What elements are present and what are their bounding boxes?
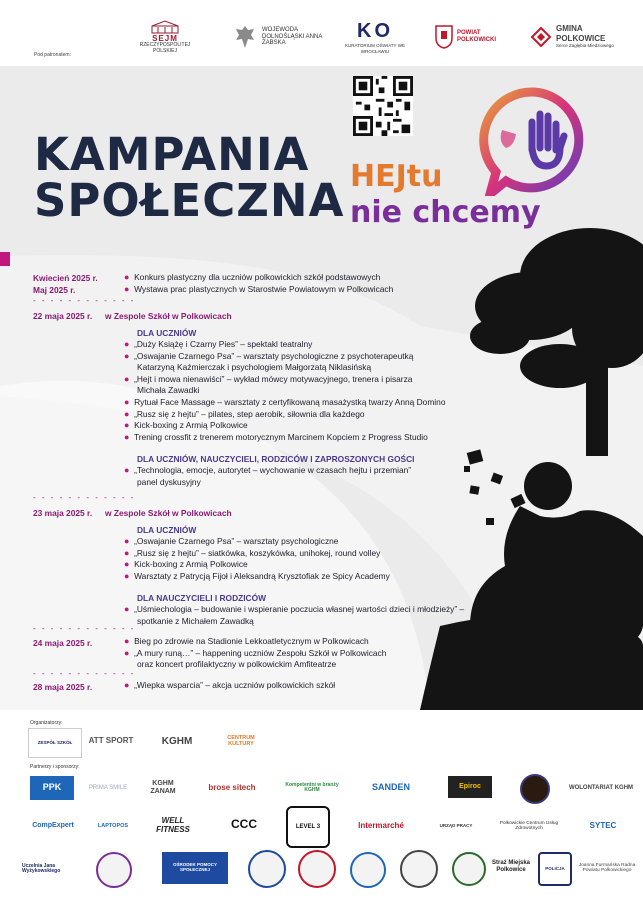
partner-logo-straz-miejska: Straż Miejska Polkowice <box>491 860 531 873</box>
partner-logo-kompetentni: Kompetentni w branży KGHM <box>285 781 339 793</box>
partner-logo-laptopos: LAPTOPOS <box>97 822 129 829</box>
partner-logo-sytec: SYTEC <box>589 820 617 830</box>
partner-logo-badge-6 <box>452 852 486 886</box>
period-dates: Kwiecień 2025 r. Maj 2025 r. <box>33 273 98 295</box>
eagle-emblem-icon <box>234 24 256 50</box>
list-item: ● Konkurs plastyczny dla uczniów polkowickich szkół podstawowych <box>124 272 381 282</box>
partner-logo-ccc: CCC <box>231 817 257 832</box>
partner-logo-well-fitness: WELL FITNESS <box>156 816 190 834</box>
campaign-panel <box>0 66 643 710</box>
partner-logo-wolontariat: WOLONTARIAT KGHM <box>568 784 634 791</box>
day23-teachers-header: DLA NAUCZYCIELI I RODZICÓW <box>137 593 267 603</box>
list-item: ● „Wiepka wsparcia” – akcja uczniów polkowickich szkół <box>124 680 336 690</box>
list-item: ● „Oswajanie Czarnego Psa” – warsztaty psychologiczne <box>124 536 339 546</box>
list-item: ● Rytuał Face Massage – warsztaty z certyfikowaną masażystką twarzy Anną Domino <box>124 396 446 407</box>
partner-logo-radna: Joanna Furmańska Radna Powiatu Polkowickiego <box>578 862 636 873</box>
partner-logo-ppk: PPK <box>30 776 74 800</box>
list-item: ● Warsztaty z Patrycją Fijoł i Aleksandrą Krysztofiak ze Spicy Academy <box>124 570 390 581</box>
partner-logo-sanden: SANDEN <box>371 782 410 793</box>
day23-teachers-list <box>124 604 464 627</box>
patronage-label: Pod patronatem: <box>34 52 71 58</box>
powiat-logo: POWIAT POLKOWICKI <box>432 14 504 60</box>
list-item: Katarzyną Kaźmierczak i psychologiem Małgorzatą Niklasińską <box>137 362 372 373</box>
partners-label: Partnerzy i sponsorzy: <box>30 764 80 770</box>
wojewoda-logo: WOJEWODA DOLNOŚLĄSKI ANNA ŻABSKA <box>224 14 334 60</box>
partner-logo-badge-3 <box>298 850 336 888</box>
day24-list <box>124 636 386 671</box>
list-item: ● Kick-boxing z Armią Polkowice <box>124 559 248 570</box>
list-item: ● „Oswajanie Czarnego Psa” – warsztaty psychologiczne z psychoterapeutką <box>124 350 414 361</box>
day28-list <box>124 680 335 692</box>
partner-logo-badge-4 <box>350 852 386 888</box>
list-item: ● „Uśmiechologia – budowanie i wspieranie poczucia własnej wartości dzieci i młodzieży” – <box>124 604 465 614</box>
slogan-hejtu: HEJtu <box>350 159 443 194</box>
partner-logo-emblem <box>520 774 550 804</box>
partner-logo-epiroc: Epiroc <box>448 776 492 798</box>
partner-logo-pcuz: Polkowickie Centrum Usług Zdrowotnych <box>499 820 559 831</box>
organizer-logo-school: ZESPÓŁ SZKÓŁ <box>28 728 82 758</box>
patronage-strip <box>0 0 643 66</box>
divider: - - - - - - - - - - - - <box>33 296 136 305</box>
list-item: ● Wystawa prac plastycznych w Starostwie Powiatowym w Polkowicach <box>124 283 394 294</box>
day22-students-header: DLA UCZNIÓW <box>137 328 197 338</box>
kuratorium-logo: KO KURATORIUM OŚWIATY WE WROCŁAWIU <box>345 20 405 54</box>
list-item: ● „A mury runą…” – happening uczniów Zespołu Szkół w Polkowicach <box>124 647 387 658</box>
accent-tab <box>0 252 10 266</box>
partner-logo-urzad-pracy: URZĄD PRACY <box>439 822 473 828</box>
partner-logo-compexpert: CompExpert <box>32 822 74 830</box>
day22-date: 22 maja 2025 r. <box>33 311 93 321</box>
day23-place: w Zespole Szkół w Polkowicach <box>105 508 232 518</box>
stop-hand-icon <box>476 86 596 196</box>
partner-logo-badge-5 <box>400 850 438 888</box>
organizer-logo-att-sport: ATT SPORT <box>88 735 134 745</box>
sejm-logo: SEJM RZECZYPOSPOLITEJ POLSKIEJ <box>132 14 198 60</box>
partner-logo-uczelnia: Uczelnia Jana Wyżykowskiego <box>22 862 61 874</box>
list-item: ● „Technologia, emocje, autorytet – wychowanie w czasach hejtu i przemian” <box>124 465 412 475</box>
divider: - - - - - - - - - - - - <box>33 493 136 502</box>
day23-students-header: DLA UCZNIÓW <box>137 525 197 535</box>
day28-date: 28 maja 2025 r. <box>33 682 93 692</box>
gmina-emblem-icon <box>530 26 552 48</box>
partner-logo-prima-smile: PRIMA SMILE <box>88 784 128 791</box>
divider: - - - - - - - - - - - - <box>33 669 136 678</box>
list-item: ● „Hejt i mowa nienawiści” – wykład mówcy motywacyjnego, trenera i pisarza <box>124 373 413 384</box>
organizer-logo-kghm: KGHM <box>161 735 193 747</box>
day23-date: 23 maja 2025 r. <box>33 508 93 518</box>
day22-mixed-list <box>124 465 411 488</box>
day23-students-list <box>124 536 390 582</box>
period1-list <box>124 272 393 295</box>
title-kampania: KAMPANIA <box>34 128 310 181</box>
list-item: oraz koncert profilaktyczny w polkowickim Amfiteatrze <box>137 659 337 670</box>
day22-mixed-header: DLA UCZNIÓW, NAUCZYCIELI, RODZICÓW I ZAPROSZONYCH GOŚCI <box>137 454 415 464</box>
partner-logo-policja: POLICJA <box>538 852 572 886</box>
day22-place: w Zespole Szkół w Polkowicach <box>105 311 232 321</box>
coat-of-arms-icon <box>435 25 453 49</box>
partner-logo-badge-2 <box>248 850 286 888</box>
partner-logo-level3: LEVEL 3 <box>286 806 330 848</box>
organizers-label: Organizatorzy: <box>30 720 63 726</box>
qr-code[interactable] <box>353 76 413 136</box>
partner-logo-intermarche: Intermarché <box>358 820 404 830</box>
list-item: ● Bieg po zdrowie na Stadionie Lekkoatletycznym w Polkowicach <box>124 636 369 646</box>
title-spoleczna: SPOŁECZNA <box>34 174 345 227</box>
gmina-logo: GMINA POLKOWICE Serce Zagłębia Miedziowego <box>528 14 624 60</box>
partner-logo-kghm-zanam: KGHM ZANAM <box>150 780 176 795</box>
divider: - - - - - - - - - - - - <box>33 624 136 633</box>
slogan-nie-chcemy: nie chcemy <box>350 195 541 230</box>
list-item: panel dyskusyjny <box>137 476 201 487</box>
list-item: ● Kick-boxing z Armią Polkowice <box>124 420 248 431</box>
list-item: Michała Zawadki <box>137 385 200 396</box>
partner-logo-brose-sitech: brose sitech <box>208 782 256 792</box>
partner-logo-badge-1 <box>96 852 132 888</box>
list-item: ● „Rusz się z hejtu” – pilates, step aerobik, siłownia dla każdego <box>124 408 365 419</box>
list-item: ● Trening crossfit z trenerem motorycznym Marcinem Kopciem z Progress Studio <box>124 431 428 442</box>
list-item: spotkanie z Michałem Zawadką <box>137 615 254 626</box>
list-item: ● „Duży Książę i Czarny Pies” – spektakl teatralny <box>124 339 313 349</box>
list-item: ● „Rusz się z hejtu” – siatkówka, koszykówka, unihokej, round volley <box>124 547 381 558</box>
sejm-building-icon <box>150 20 180 34</box>
partner-logo-ops: OŚRODEK POMOCY SPOŁECZNEJ <box>162 852 228 884</box>
day24-date: 24 maja 2025 r. <box>33 638 93 648</box>
organizer-logo-centrum-kultury: CENTRUM KULTURY <box>227 734 255 747</box>
day22-students-list <box>124 339 446 443</box>
